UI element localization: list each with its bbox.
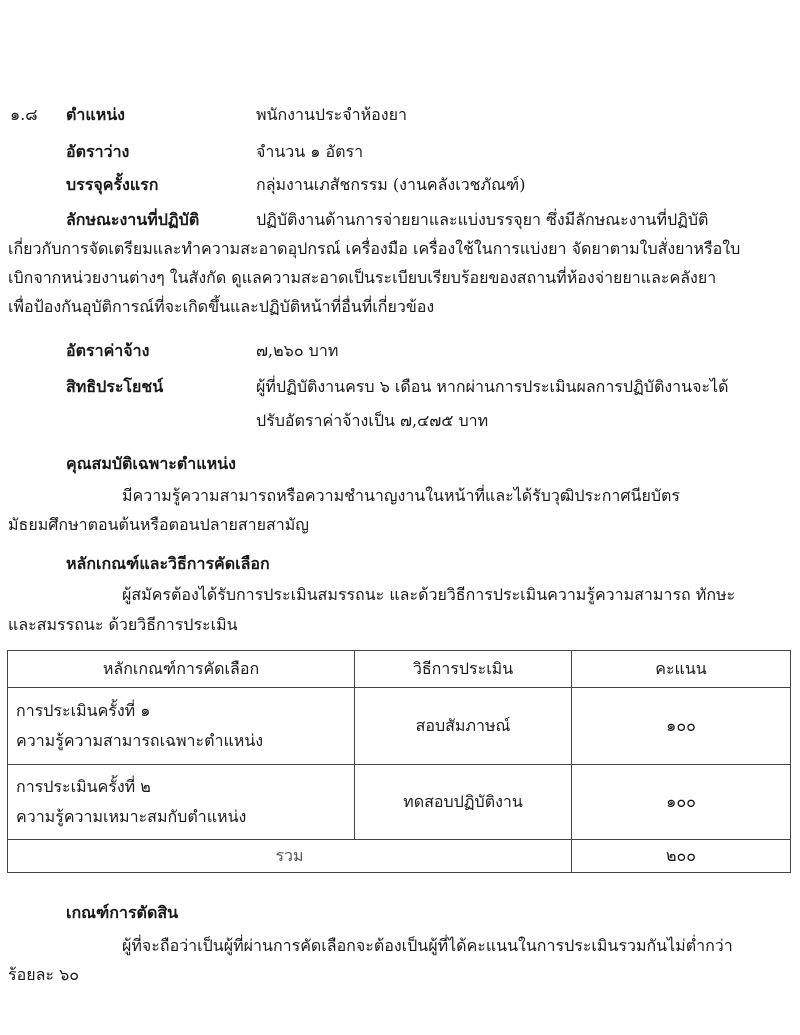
table-header-method: วิธีการประเมิน bbox=[355, 651, 572, 688]
table-cell-score: ๑๐๐ bbox=[572, 688, 791, 765]
section-number: ๑.๘ bbox=[10, 105, 38, 124]
duties-line-3: เบิกจากหน่วยงานต่างๆ ในสังกัด ดูแลความสะอาดเป็นระเบียบเรียบร้อยของสถานที่ห้องจ่ายยาและคลังยา bbox=[8, 268, 717, 287]
table-header-score: คะแนน bbox=[572, 651, 791, 688]
criteria-detail: ความรู้ความสามารถเฉพาะตำแหน่ง bbox=[16, 731, 264, 750]
benefit-label: สิทธิประโยชน์ bbox=[66, 377, 164, 396]
duties-line-4: เพื่อป้องกันอุบัติการณ์ที่จะเกิดขึ้นและปฏิบัติหน้าที่อื่นที่เกี่ยวข้อง bbox=[8, 297, 435, 316]
table-total-score: ๒๐๐ bbox=[572, 840, 791, 873]
wage-value: ๗,๒๖๐ บาท bbox=[256, 341, 339, 360]
wage-label: อัตราค่าจ้าง bbox=[66, 341, 150, 360]
criteria-round: การประเมินครั้งที่ ๑ bbox=[16, 701, 151, 720]
decision-heading: เกณฑ์การตัดสิน bbox=[66, 903, 179, 922]
duties-label: ลักษณะงานที่ปฏิบัติ bbox=[66, 210, 200, 229]
table-cell-score: ๑๐๐ bbox=[572, 765, 791, 840]
criteria-detail: ความรู้ความเหมาะสมกับตำแหน่ง bbox=[16, 807, 247, 826]
table-total-row bbox=[8, 840, 791, 873]
vacancy-label: อัตราว่าง bbox=[66, 142, 130, 161]
criteria-line-2: และสมรรถนะ ด้วยวิธีการประเมิน bbox=[8, 615, 238, 634]
table-row bbox=[8, 765, 791, 840]
benefit-line-2: ปรับอัตราค่าจ้างเป็น ๗,๔๗๕ บาท bbox=[256, 411, 489, 430]
decision-line-1: ผู้ที่จะถือว่าเป็นผู้ที่ผ่านการคัดเลือกจะต้องเป็นผู้ที่ได้คะแนนในการประเมินรวมกันไม่ต่ำกว่า bbox=[122, 936, 733, 955]
criteria-heading: หลักเกณฑ์และวิธีการคัดเลือก bbox=[66, 554, 270, 573]
criteria-round: การประเมินครั้งที่ ๒ bbox=[16, 777, 151, 796]
qualification-line-2: มัธยมศึกษาตอนต้นหรือตอนปลายสายสามัญ bbox=[8, 515, 309, 534]
table-header-criteria: หลักเกณฑ์การคัดเลือก bbox=[8, 651, 355, 688]
table-cell-criteria bbox=[8, 688, 355, 765]
decision-line-2: ร้อยละ ๖๐ bbox=[8, 965, 79, 984]
qualification-heading: คุณสมบัติเฉพาะตำแหน่ง bbox=[66, 454, 236, 473]
first-assignment-label: บรรจุครั้งแรก bbox=[66, 175, 159, 194]
criteria-table bbox=[7, 650, 791, 873]
position-value: พนักงานประจำห้องยา bbox=[256, 105, 407, 124]
duties-line-1: ปฏิบัติงานด้านการจ่ายยาและแบ่งบรรจุยา ซึ่งมีลักษณะงานที่ปฏิบัติ bbox=[256, 210, 709, 229]
benefit-line-1: ผู้ที่ปฏิบัติงานครบ ๖ เดือน หากผ่านการประเมินผลการปฏิบัติงานจะได้ bbox=[256, 377, 729, 396]
table-cell-method: ทดสอบปฏิบัติงาน bbox=[355, 765, 572, 840]
duties-line-2: เกี่ยวกับการจัดเตรียมและทำความสะอาดอุปกรณ์ เครื่องมือ เครื่องใช้ในการแบ่งยา จัดยาตามใบสั่งยาหรือใบ bbox=[8, 239, 741, 258]
first-assignment-value: กลุ่มงานเภสัชกรรม (งานคลังเวชภัณฑ์) bbox=[256, 175, 526, 194]
vacancy-value: จำนวน ๑ อัตรา bbox=[256, 142, 364, 161]
table-header-row bbox=[8, 651, 791, 688]
table-row bbox=[8, 688, 791, 765]
position-label: ตำแหน่ง bbox=[66, 105, 125, 124]
table-total-label: รวม bbox=[8, 840, 572, 873]
table-cell-criteria bbox=[8, 765, 355, 840]
qualification-line-1: มีความรู้ความสามารถหรือความชำนาญงานในหน้าที่และได้รับวุฒิประกาศนียบัตร bbox=[122, 486, 680, 505]
criteria-line-1: ผู้สมัครต้องได้รับการประเมินสมรรถนะ และด้วยวิธีการประเมินความรู้ความสามารถ ทักษะ bbox=[122, 585, 736, 604]
table-cell-method: สอบสัมภาษณ์ bbox=[355, 688, 572, 765]
